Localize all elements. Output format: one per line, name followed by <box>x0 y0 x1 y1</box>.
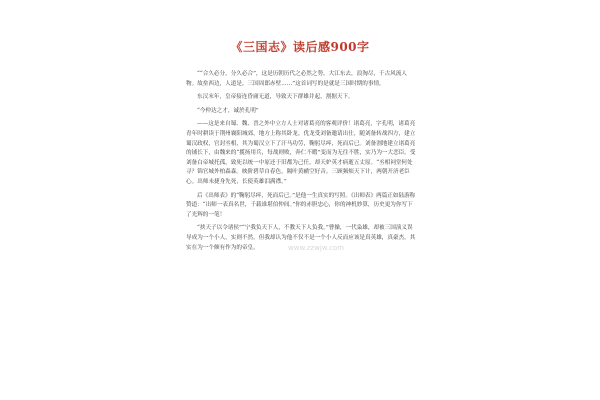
watermark: www.zzwjw.com <box>288 244 345 252</box>
document-body <box>186 70 418 257</box>
paragraph: “今仲达之才，诚於孔明” <box>197 107 259 114</box>
paragraph: 东汉末年，皇帝接连昏庸无道，导致天下群雄并起，割据天下。 <box>197 94 354 101</box>
paragraph: ““合久必分，分久必合”，这是历朝历代之必然之势。大江东去，浪淘尽，千古风流人物。故垒西边，人道是，三国周郎赤壁……”这首词写的是就是三国时期的事情。 <box>186 71 407 87</box>
paragraph: 后《出师表》的“鞠躬尽瘁，死而后已。”是他一生真实的写照。《出师表》两篇正如陆游称赞道：“出师一表真名世，千载谁堪伯仲间。”你的赤胆忠心，你的神机妙算，历史更为你写下了光辉的一笔！ <box>186 192 416 218</box>
page-title: 《三国志》读后感900字 <box>230 40 370 54</box>
paragraph: “挟天子以令诸侯”“宁我负天下人，不教天下人负我。”曹操，一代枭雄，却被三国演义误导成为一个小人，实则不然。但我却认为他不仅不是一个小人反而应该是真英雄，真豪杰。其实在为一个颇有作为的帝皇。 <box>186 225 416 251</box>
paragraph: ——这是来自蜀、魏、晋之外中立方人士对诸葛亮的客观评价！诸葛亮，字孔明，诸葛亮青年时耕读于荆州襄阳城郊，地方上称其卧龙。优龙受刘备邀请出仕，随刘备转战四方，建立蜀汉政权，官封丞相，其为蜀汉立下了汗马功劳，鞠躬尽瘁，死而后已。刘备割地建立诸葛亮的铺长下，由魏来的“揽扬用兵，每战则败，奔仁不暇”变而为无往不胜，实乃为一大恋臣。受刘备白帝城托孤，致死以统一中原还于旧都为己任，却天妒英才病逝五丈原。“丞相祠堂何处寻？锦官城外柏森森。映阶碧草自春色，隔叶黄鹂空好音。三顾频烦天下计，两朝开济老臣心。出师未捷身先死，长使英雄泪满襟。” <box>186 121 416 185</box>
